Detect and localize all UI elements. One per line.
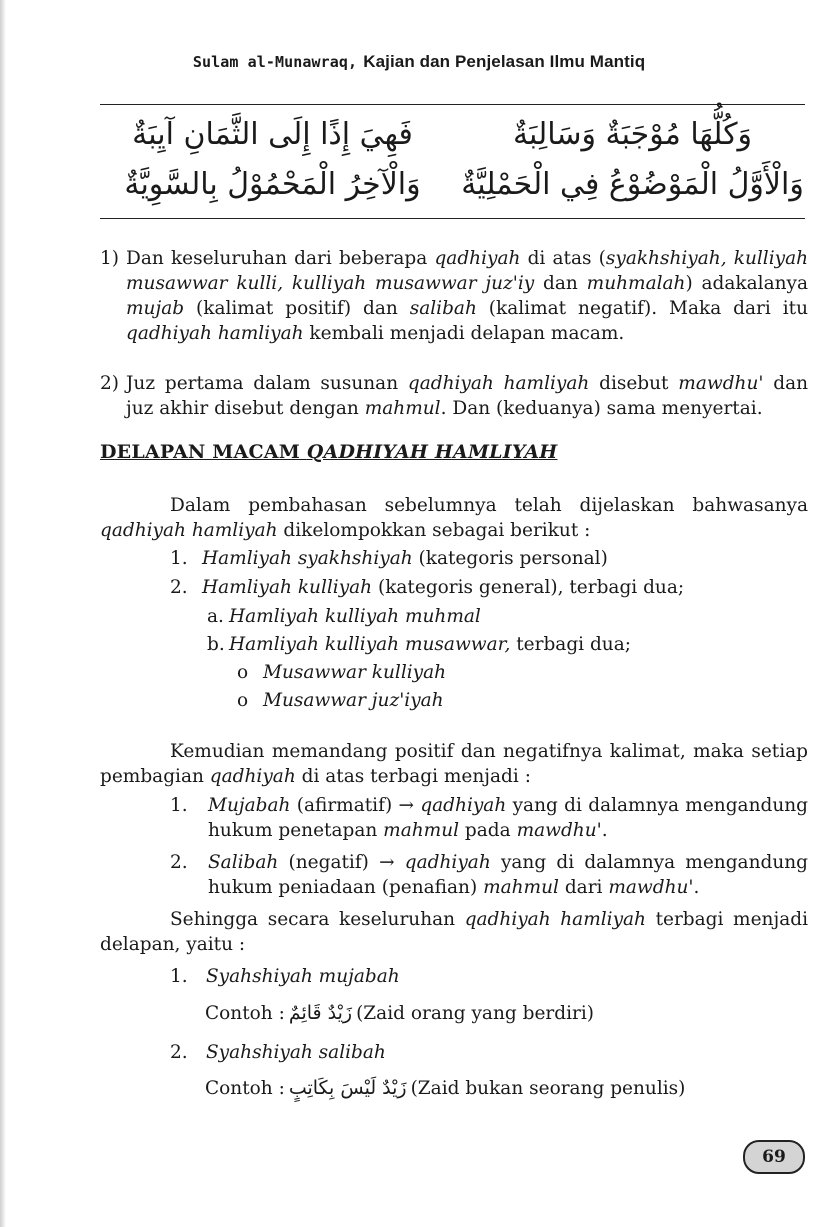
italic-term: mujab (126, 298, 185, 319)
example-arabic: زَيْدٌ قَائِمٌ (288, 1002, 353, 1024)
text-run: (negatif) → (278, 852, 405, 873)
note-text (126, 246, 808, 346)
list-text (208, 793, 808, 843)
running-head-subtitle: Kajian dan Penjelasan Ilmu Mantiq (363, 52, 646, 71)
intro-paragraph (100, 493, 808, 543)
list-label: a. (207, 606, 224, 627)
example-1 (205, 1001, 594, 1026)
italic-term: qadhiyah (434, 248, 521, 269)
text-run: dan juz akhir disebut dengan (126, 373, 809, 419)
section-heading-plain: DELAPAN MACAM (100, 441, 307, 463)
italic-term: qadhiyah hamliyah (100, 520, 278, 541)
text-run: . Dan (keduanya) sama menyertai. (440, 398, 763, 419)
group-item-2b (207, 632, 631, 657)
list-term: Syahshiyah salibah (206, 1042, 386, 1063)
text-run: di atas ( (520, 248, 606, 269)
text-run: (kalimat positif) dan (184, 298, 410, 319)
paragraph-2 (100, 739, 808, 789)
group-item-2b1 (237, 660, 446, 685)
group-item-1 (170, 546, 608, 571)
text-run: (afirmatif) → (290, 795, 421, 816)
text-run: Kemudian memandang positif dan negatifnya kalimat, maka setiap pembagian (100, 741, 808, 787)
text-run: disebut (589, 373, 679, 394)
verse-bottom-rule (100, 218, 805, 219)
list-term: Hamliyah kulliyah muhmal (229, 606, 481, 627)
note-1 (100, 246, 808, 346)
verse-line2-right: وَالْأَوَّلُ الْمَوْضُوْعُ فِي الْحَمْلِيَّةٌ (461, 167, 804, 202)
list-term: Musawwar kulliyah (263, 662, 447, 683)
italic-term: mawdhu' (678, 373, 764, 394)
list-label: 1. (170, 966, 188, 987)
example-arabic: زَيْدٌ لَيْسَ بِكَاتِبٍ (288, 1077, 407, 1099)
list-text (208, 850, 808, 900)
group-item-2 (170, 575, 684, 600)
verse-top-rule (100, 104, 805, 105)
italic-term: syakhshiyah, kulliyah musawwar kulli, kulliyah musawwar juz'iy (126, 248, 809, 294)
type-item-2 (170, 850, 808, 900)
italic-term: qadhiyah (209, 766, 296, 787)
note-text (126, 371, 808, 421)
example-translation: (Zaid orang yang berdiri) (356, 1003, 594, 1024)
text-run: Juz pertama dalam susunan (126, 373, 408, 394)
group-item-2b2 (237, 688, 444, 713)
running-head-title: Sulam al-Munawraq, (192, 53, 358, 71)
italic-term: qadhiyah hamliyah (126, 323, 304, 344)
list-term: Hamliyah syakhshiyah (202, 548, 413, 569)
text-run: (kalimat negatif). Maka dari itu (476, 298, 808, 319)
text-run: terbagi menjadi delapan, yaitu : (100, 909, 808, 955)
list-label: b. (207, 634, 225, 655)
text-run: Sehingga secara keseluruhan (170, 909, 465, 930)
list-term: Syahshiyah mujabah (206, 966, 400, 987)
text-run: di atas terbagi menjadi : (295, 766, 531, 787)
italic-term: mawdhu' (608, 877, 694, 898)
text-run: dikelompokkan sebagai berikut : (277, 520, 591, 541)
list-label: 1. (170, 795, 188, 816)
italic-term: mahmul (364, 398, 441, 419)
text-run: . (693, 877, 700, 898)
page-edge-shadow (0, 0, 6, 1227)
paragraph-3 (100, 907, 808, 957)
text-run: Dan keseluruhan dari beberapa (126, 248, 435, 269)
page-number: 69 (743, 1140, 805, 1174)
list-label: 2. (170, 1042, 188, 1063)
italic-term: qadhiyah (404, 852, 491, 873)
note-2 (100, 371, 808, 421)
text-run: . (601, 820, 608, 841)
bullet: o (237, 662, 249, 683)
italic-term: qadhiyah hamliyah (464, 909, 646, 930)
list-label: 1. (170, 548, 188, 569)
verse-line2-left: وَالْآخِرُ الْمَحْمُوْلُ بِالسَّوِيَّةٌ (124, 167, 421, 202)
example-label: Contoh : (205, 1003, 285, 1024)
italic-term: mahmul (483, 877, 559, 898)
section-heading-italic: QADHIYAH HAMLIYAH (306, 441, 558, 463)
italic-term: mawdhu' (516, 820, 602, 841)
italic-term: muhmalah (586, 273, 686, 294)
text-run: yang di dalamnya mengandung hukum penetapan (208, 795, 809, 841)
section-heading (100, 441, 557, 463)
list-desc: (kategoris general), terbagi dua; (372, 577, 685, 598)
text-run: dari (558, 877, 609, 898)
italic-term: Salibah (208, 852, 279, 873)
italic-term: Mujabah (208, 795, 291, 816)
example-2 (205, 1076, 685, 1101)
eight-item-2 (170, 1040, 386, 1065)
list-term: Musawwar juz'iyah (263, 690, 444, 711)
list-label: 2. (170, 852, 188, 873)
eight-item-1 (170, 964, 400, 989)
italic-term: salibah (409, 298, 477, 319)
list-desc: terbagi dua; (510, 634, 631, 655)
text-run: kembali menjadi delapan macam. (303, 323, 625, 344)
verse-line1-right: وَكُلُّهَا مُوْجَبَةٌ وَسَالِبَةٌ (512, 117, 753, 152)
verse-line1-left: فَهِيَ إِذًا إِلَى الثَّمَانِ آيِبَةٌ (132, 117, 413, 152)
example-label: Contoh : (205, 1078, 285, 1099)
type-item-1 (170, 793, 808, 843)
list-term: Hamliyah kulliyah (202, 577, 373, 598)
list-term: Hamliyah kulliyah musawwar, (229, 634, 511, 655)
list-label: 2. (170, 577, 188, 598)
bullet: o (237, 690, 249, 711)
text-run: pada (459, 820, 517, 841)
note-number: 1) (100, 248, 119, 269)
italic-term: mahmul (383, 820, 460, 841)
list-desc: (kategoris personal) (412, 548, 608, 569)
text-run: yang di dalamnya mengandung hukum peniadaan (penafian) (208, 852, 809, 898)
group-item-2a (207, 604, 481, 629)
italic-term: qadhiyah (420, 795, 507, 816)
text-run: Dalam pembahasan sebelumnya telah dijelaskan bahwasanya (170, 495, 808, 516)
running-head (0, 52, 838, 72)
text-run: dan (534, 273, 587, 294)
text-run: ) adakalanya (685, 273, 808, 294)
italic-term: qadhiyah hamliyah (407, 373, 590, 394)
example-translation: (Zaid bukan seorang penulis) (410, 1078, 686, 1099)
note-number: 2) (100, 373, 119, 394)
